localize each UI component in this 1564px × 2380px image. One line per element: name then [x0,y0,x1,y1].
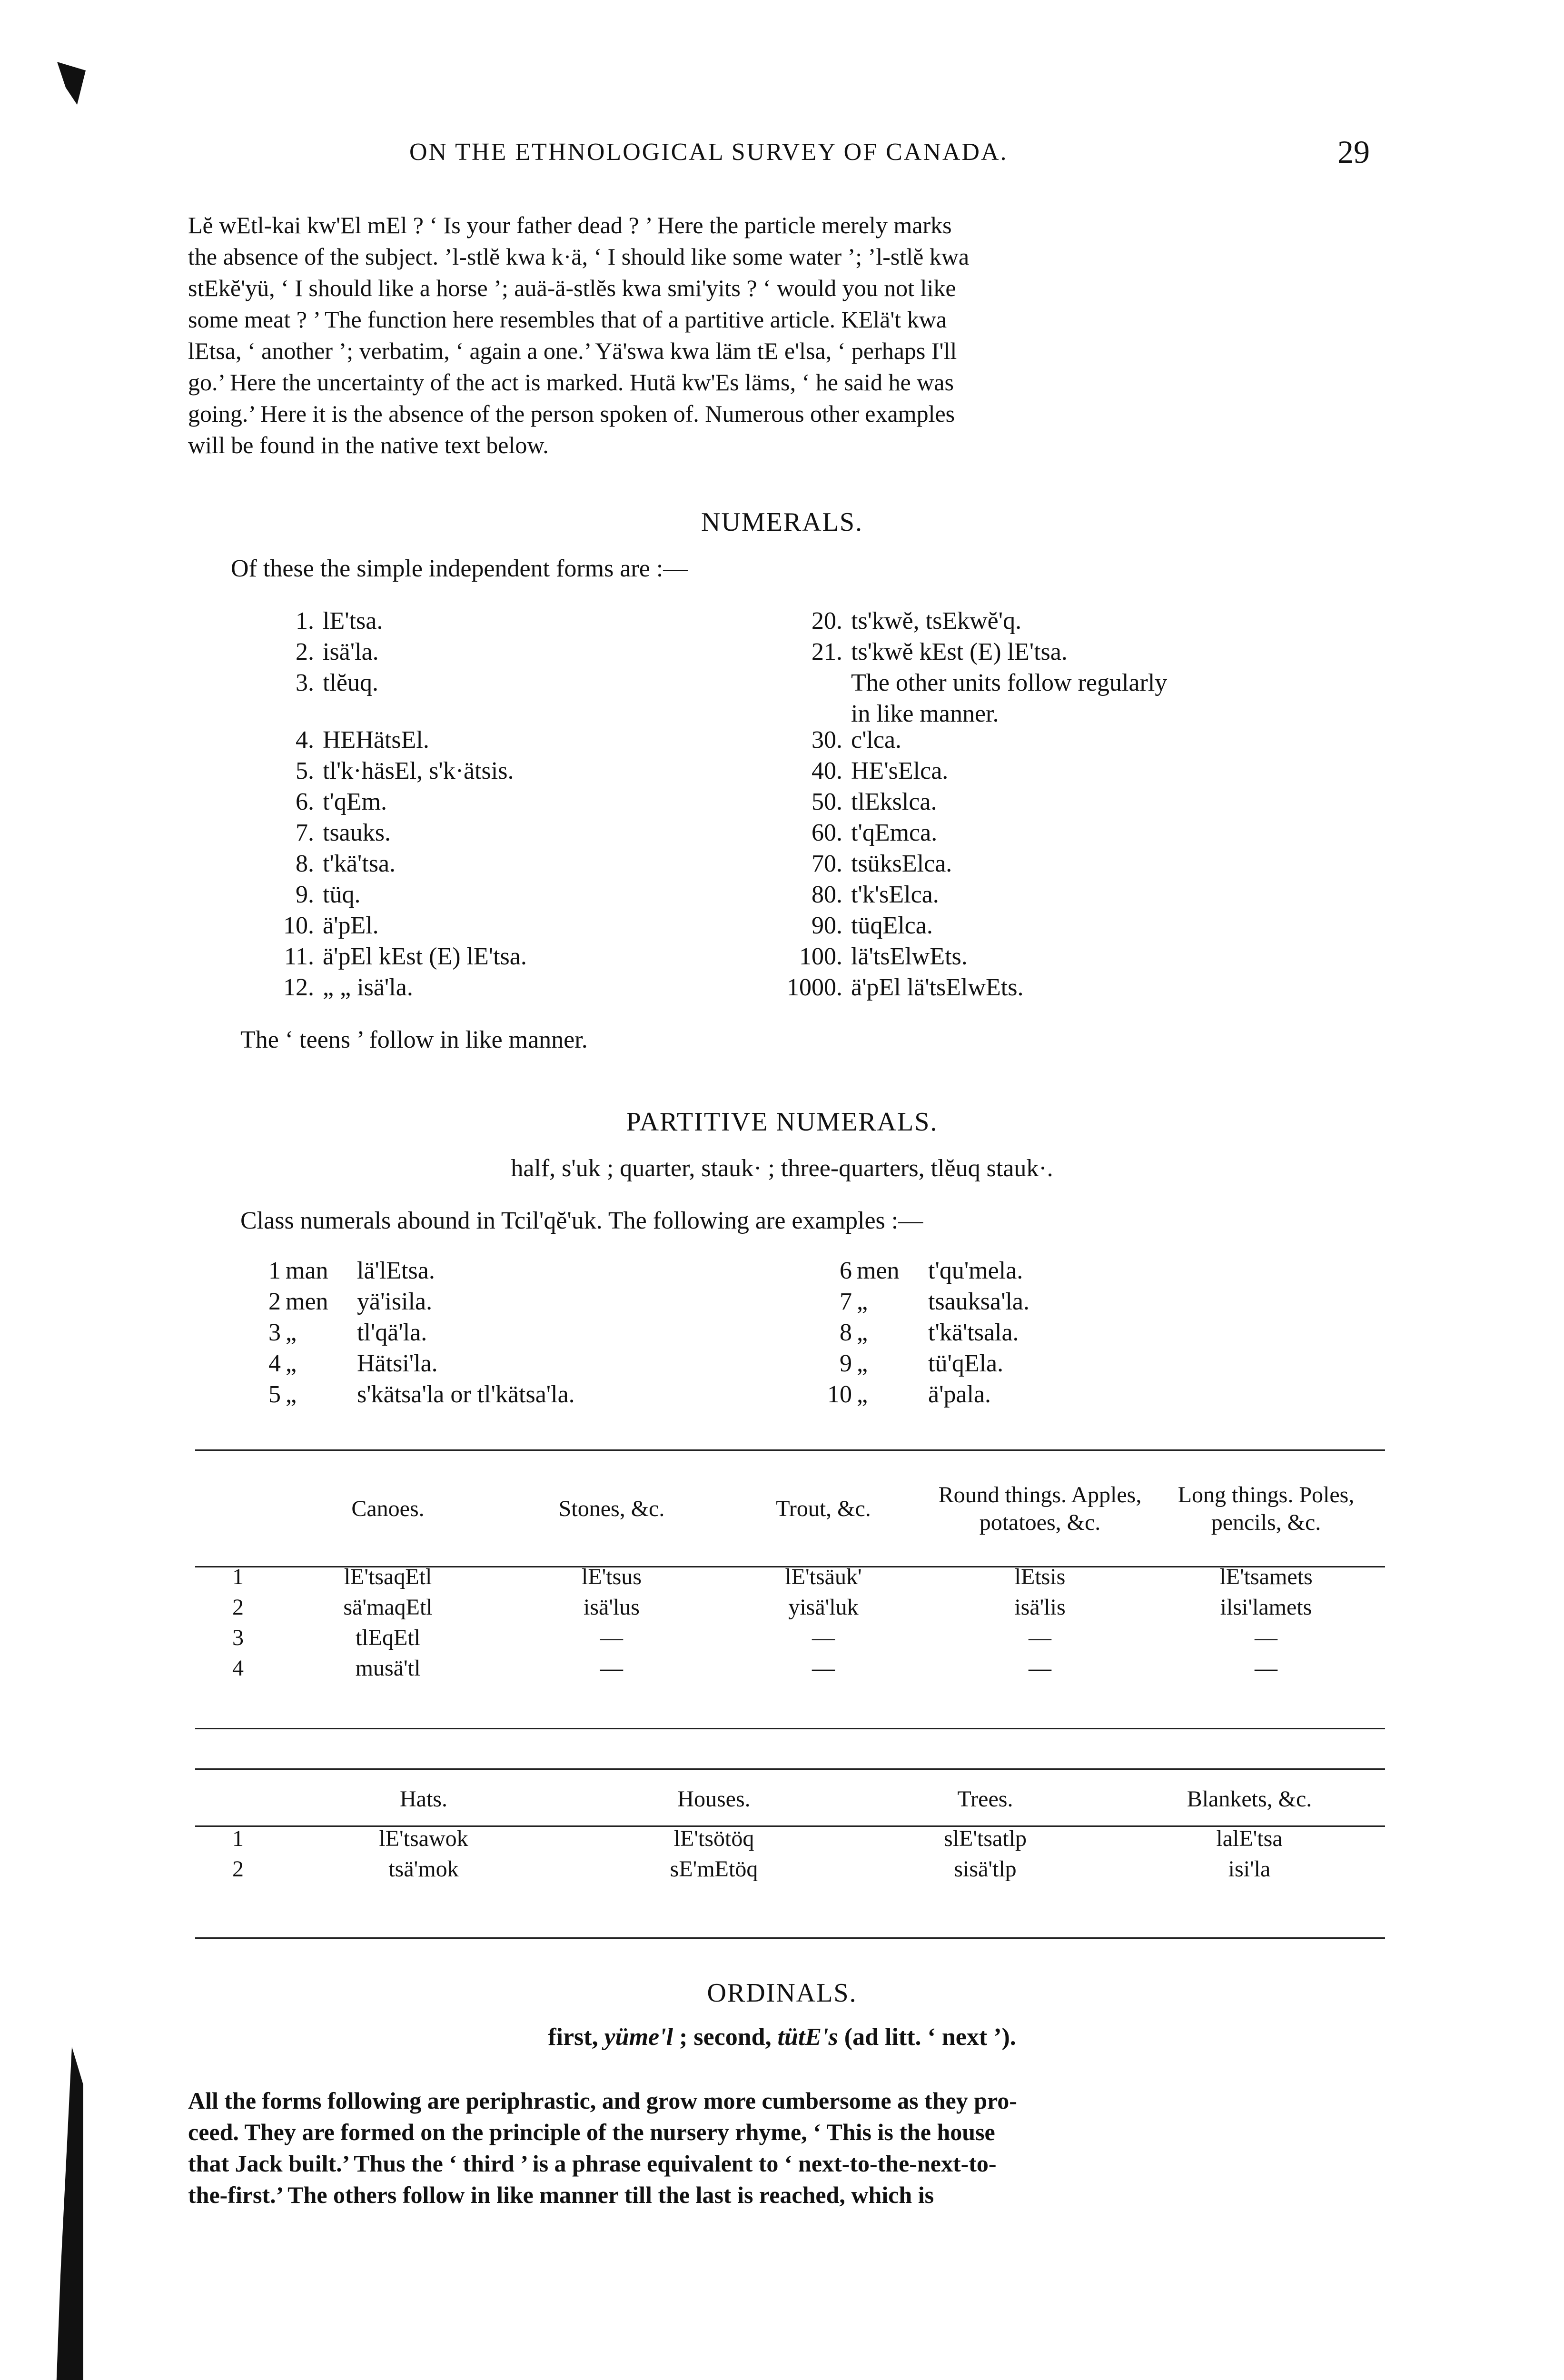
table-header-cell: Houses. [677,1786,751,1812]
table-header-cell: Trout, &c. [776,1496,871,1521]
class-example-form: t'qu'mela. [928,1257,1023,1284]
numeral-number: 70. [812,850,842,877]
class-example-row [247,1288,432,1316]
class-example-noun: man [286,1257,328,1284]
ordinals-heading: ORDINALS. [707,1978,857,2008]
numeral-row [785,757,948,785]
numeral-number: 30. [812,726,842,754]
ordinals-paragraph [188,2085,1383,2211]
class-example-count: 8 [840,1319,852,1346]
table-header-cell: Stones, &c. [558,1496,665,1521]
numeral-row [257,942,527,971]
ordinals-line: ceed. They are formed on the principle of the nursery rhyme, ‘ This is the house [188,2119,995,2145]
class-example-form: ä'pala. [928,1381,991,1408]
numeral-form: ts'kwĕ kEst (E) lE'tsa. [851,638,1068,665]
numeral-number: 1000. [787,974,842,1001]
ordinals-second-label: ; second, [673,2023,778,2051]
numeral-row [785,973,1023,1002]
numeral-number: 6. [296,788,314,815]
numeral-row [257,726,429,754]
table-cell: — [600,1625,623,1650]
numeral-row [785,942,968,971]
table-cell: lalE'tsa [1216,1825,1283,1851]
numeral-form: ä'pEl kEst (E) lE'tsa. [323,943,527,970]
table-cell: — [812,1655,835,1681]
numeral-row [257,607,383,635]
table-cell: sisä'tlp [954,1856,1017,1882]
numeral-number: 4. [296,726,314,754]
class-example-noun: „ [286,1350,297,1377]
class-example-count: 3 [268,1319,281,1346]
class-example-form: tü'qEla. [928,1350,1004,1377]
class-numerals-intro: Class numerals abound in Tcil'qĕ'uk. The following are examples :— [240,1207,923,1234]
numeral-row [257,912,379,940]
table-cell: isä'lus [584,1594,640,1620]
numeral-form: tlEkslca. [851,788,937,815]
numeral-form: tüqElca. [851,912,933,939]
table-cell: — [600,1655,623,1681]
numeral-row [785,669,1167,697]
class-example-form: Hätsi'la. [357,1350,438,1377]
table-cell: — [812,1625,835,1650]
table-cell: 2 [232,1594,244,1620]
table-row [205,1854,1380,1884]
class-example-row [247,1380,575,1408]
class-example-count: 6 [840,1257,852,1284]
table-header-cell: Canoes. [351,1496,425,1521]
numeral-row [785,881,939,909]
numeral-number: 90. [812,912,842,939]
numerals-intro: Of these the simple independent forms are :— [231,555,688,582]
numeral-row [785,726,901,754]
table-header-cell: Blankets, &c. [1187,1786,1312,1812]
numeral-row [257,881,360,909]
numeral-row [257,850,396,878]
partitive-heading: PARTITIVE NUMERALS. [626,1107,938,1137]
ordinals-gloss: (ad litt. ‘ next ’). [838,2023,1016,2051]
numeral-form: isä'la. [323,638,379,665]
class-example-count: 9 [840,1350,852,1377]
numeral-number: 10. [283,912,314,939]
numeral-row [785,850,952,878]
numeral-form: ä'pEl lä'tsElwEts. [851,974,1024,1001]
numeral-form: lä'tsElwEts. [851,943,968,970]
table-row [205,1653,1380,1683]
table-header-row [205,1775,1380,1823]
numeral-form: t'qEmca. [851,819,938,846]
class-example-noun: „ [857,1319,868,1346]
numeral-row [785,819,937,847]
class-example-count: 7 [840,1288,852,1315]
numeral-form: ä'pEl. [323,912,379,939]
intro-line: going.’ Here it is the absence of the person spoken of. Numerous other examples [188,400,955,427]
teens-note: The ‘ teens ’ follow in like manner. [240,1026,588,1053]
scan-mark-top-left [57,62,86,105]
table-cell: sE'mEtöq [670,1856,758,1882]
table-cell: ilsi'lamets [1220,1594,1312,1620]
scan-mark-bottom-left [55,2047,83,2380]
table1-bottom-rule [195,1728,1385,1729]
table-row [205,1823,1380,1854]
numeral-number: 20. [812,607,842,635]
class-example-row [819,1380,991,1408]
intro-line: go.’ Here the uncertainty of the act is marked. Hutä kw'Es läms, ‘ he said he was [188,369,954,396]
class-example-row [819,1257,1023,1285]
ordinal-first-form: yüme'l [604,2023,673,2051]
table2-bottom-rule [195,1937,1385,1939]
intro-paragraph [188,209,1383,461]
numeral-form: HE'sElca. [851,757,949,784]
class-example-row [819,1349,1003,1378]
table-cell: lEtsis [1014,1564,1066,1589]
page-number: 29 [1337,134,1370,170]
numeral-form: ts'kwĕ, tsEkwĕ'q. [851,607,1022,635]
numeral-form: lE'tsa. [323,607,383,635]
table-cell: 1 [232,1825,244,1851]
numeral-row [257,788,387,816]
class-example-noun: men [857,1257,900,1284]
class-example-noun: men [286,1288,328,1315]
class-example-form: yä'isila. [357,1288,433,1315]
table-cell: lE'tsäuk' [785,1564,862,1589]
class-example-noun: „ [857,1288,868,1315]
table-cell: — [1029,1625,1051,1650]
class-example-noun: „ [286,1381,297,1408]
table2-top-rule [195,1768,1385,1770]
ordinal-second-form: tütE's [777,2023,838,2051]
numeral-row [785,607,1021,635]
numeral-form: „ „ isä'la. [323,974,413,1001]
class-example-count: 1 [268,1257,281,1284]
numeral-number: 80. [812,881,842,908]
table-row [205,1592,1380,1622]
table-cell: 4 [232,1655,244,1681]
table-header-cell [205,1457,271,1561]
table-cell: — [1029,1655,1051,1681]
numeral-number: 1. [296,607,314,635]
ordinals-first-label: first, [548,2023,604,2051]
numeral-row [785,788,937,816]
numeral-form: HEHätsEl. [323,726,429,754]
table1-top-rule [195,1449,1385,1451]
intro-line: lEtsa, ‘ another ’; verbatim, ‘ again a one.’ Yä'swa kwa läm tE e'lsa, ‘ perhaps I'll [188,337,957,364]
class-example-noun: „ [857,1381,868,1408]
class-example-form: lä'lEtsa. [357,1257,435,1284]
numeral-number: 12. [283,974,314,1001]
table-row [205,1561,1380,1592]
table-cell: 1 [232,1564,244,1589]
table-cell: slE'tsatlp [944,1825,1027,1851]
table-cell: sä'maqEtl [343,1594,433,1620]
partitive-line: half, s'uk ; quarter, stauk· ; three-quarters, tlĕuq stauk·. [511,1155,1053,1182]
numeral-row [785,912,933,940]
table-cell: isi'la [1228,1856,1271,1882]
class-example-count: 4 [268,1350,281,1377]
table-cell: lE'tsus [582,1564,642,1589]
numeral-number: 60. [812,819,842,846]
numeral-form: tsüksElca. [851,850,952,877]
class-example-row [247,1349,438,1378]
numeral-form: t'k'sElca. [851,881,939,908]
numeral-form: in like manner. [851,700,999,727]
numeral-number: 21. [812,638,842,665]
intro-line: some meat ? ’ The function here resembles that of a partitive article. KElä't kwa [188,306,947,333]
table-header-cell: Hats. [400,1786,447,1812]
numeral-number: 8. [296,850,314,877]
intro-line: stEkĕ'yü, ‘ I should like a horse ’; auä-ä-stlĕs kwa smi'yits ? ‘ would you not like [188,275,956,301]
numeral-form: t'qEm. [323,788,387,815]
table-cell: yisä'luk [788,1594,859,1620]
ordinals-line: All the forms following are periphrastic, and grow more cumbersome as they pro- [188,2087,1017,2114]
intro-line: the absence of the subject. ’l-stlĕ kwa k·ä, ‘ I should like some water ’; ’l-stlĕ kwa [188,243,970,270]
ordinals-line: that Jack built.’ Thus the ‘ third ’ is a phrase equivalent to ‘ next-to-the-next-to- [188,2150,997,2177]
numeral-number: 100. [799,943,842,970]
table-cell: musä'tl [355,1655,421,1681]
table-header-row [205,1457,1380,1561]
table-cell: 2 [232,1856,244,1882]
class-table-1 [205,1457,1380,1683]
table-cell: lE'tsaqEtl [344,1564,432,1589]
numeral-row [257,669,378,697]
class-example-row [819,1288,1029,1316]
numeral-row [785,638,1068,666]
table-header-cell [205,1775,271,1823]
running-title: ON THE ETHNOLOGICAL SURVEY OF CANADA. [409,139,1008,166]
table-header-cell: Round things. Apples, potatoes, &c. [938,1482,1142,1535]
numeral-form: The other units follow regularly [851,669,1168,696]
class-example-count: 2 [268,1288,281,1315]
numerals-heading: NUMERALS. [701,507,863,537]
ordinals-line: the-first.’ The others follow in like manner till the last is reached, which is [188,2182,934,2208]
class-example-form: tl'qä'la. [357,1319,427,1346]
numeral-row [785,700,999,728]
table-cell: lE'tsamets [1219,1564,1313,1589]
numeral-number: 11. [284,943,314,970]
table-cell: lE'tsawok [379,1825,468,1851]
class-example-count: 10 [827,1381,852,1408]
numeral-row [257,819,391,847]
class-example-noun: „ [286,1319,297,1346]
numeral-row [257,973,413,1002]
table-cell: — [1255,1655,1277,1681]
class-example-count: 5 [268,1381,281,1408]
numeral-number: 40. [812,757,842,784]
table-cell: lE'tsötöq [673,1825,754,1851]
table-header-cell: Trees. [957,1786,1013,1812]
numeral-row [257,757,514,785]
numeral-form: tl'k·häsEl, s'k·ätsis. [323,757,514,784]
table-cell: — [1255,1625,1277,1650]
numeral-number: 50. [812,788,842,815]
table-header-cell: Long things. Poles, pencils, &c. [1178,1482,1355,1535]
numeral-form: tsauks. [323,819,391,846]
numeral-number: 7. [296,819,314,846]
numeral-form: tlĕuq. [323,669,378,696]
table-cell: 3 [232,1625,244,1650]
class-table-2 [205,1775,1380,1884]
class-example-row [247,1257,435,1285]
class-example-row [819,1319,1019,1347]
ordinals-line [0,2023,1564,2051]
table-cell: isä'lis [1014,1594,1066,1620]
intro-line: Lĕ wEtl-kai kw'El mEl ? ‘ Is your father dead ? ’ Here the particle merely marks [188,212,952,238]
numeral-form: t'kä'tsa. [323,850,396,877]
numeral-number: 2. [296,638,314,665]
class-example-row [247,1319,427,1347]
numeral-number: 5. [296,757,314,784]
intro-line: will be found in the native text below. [188,432,549,458]
numeral-number: 9. [296,881,314,908]
table-cell: tsä'mok [388,1856,459,1882]
class-example-form: t'kä'tsala. [928,1319,1019,1346]
table-row [205,1622,1380,1653]
numeral-form: c'lca. [851,726,902,754]
numeral-number: 3. [296,669,314,696]
class-example-form: s'kätsa'la or tl'kätsa'la. [357,1381,575,1408]
numeral-form: tüq. [323,881,361,908]
class-example-form: tsauksa'la. [928,1288,1029,1315]
table-cell: tlEqEtl [356,1625,420,1650]
numeral-row [257,638,379,666]
class-example-noun: „ [857,1350,868,1377]
